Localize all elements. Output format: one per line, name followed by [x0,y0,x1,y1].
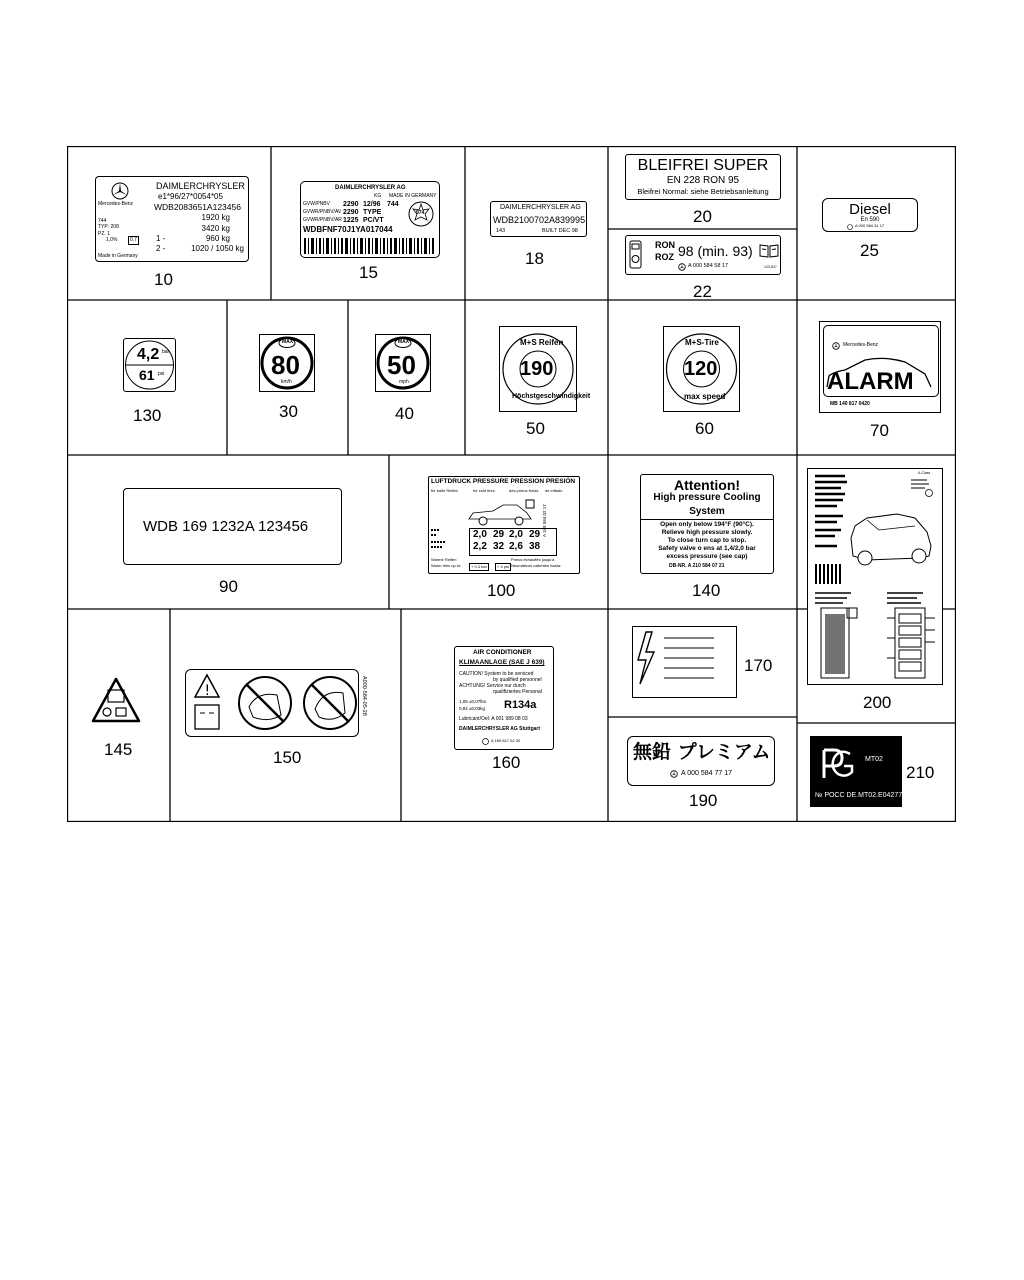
speed-text: Höchstgeschwindigkeit [512,393,591,400]
part-number: MB 140 817 0420 [830,401,870,407]
label-150 [185,669,367,737]
label-130 [123,338,176,392]
svg-text:!: ! [204,683,211,699]
approval-text: e1*96/27*0054*05 [158,192,223,201]
subtitle-text: High pressure Cooling [653,492,761,503]
label-40 [375,334,431,392]
row2-val4: 38 [529,541,541,552]
row2-val2: 32 [493,541,505,552]
speed-value: 80 [271,350,300,380]
item-number-10: 10 [154,270,173,289]
label-70 [819,321,941,413]
row2-val3: 2,6 [509,541,523,552]
part-number: A 000 584 58 17 [688,263,729,269]
row2-b: 2290 [343,209,359,216]
lubricant-text: Lubricant/Oel: A 001 989 08 03 [459,716,528,722]
footer-4: + 4 psi [497,564,509,569]
item-number-145: 145 [104,740,133,759]
quantity-kg: 0,84 ±0,03kg [459,706,485,711]
small-code: 123-827 [764,265,777,269]
caution-1: CAUTION! System to be serviced [459,671,534,677]
header-2: for cold tires [473,488,495,493]
item-number-210: 210 [906,763,935,782]
label-160 [454,646,554,750]
label-90 [123,488,342,565]
fuel-note: Bleifrei Normal: siehe Betriebsanleitung [637,187,769,196]
max-text: MAX [398,339,410,345]
row3-c: PC/VT [363,217,384,224]
mercedes-star-icon [832,342,840,350]
speed-value: 190 [520,358,554,380]
item-number-15: 15 [359,263,378,282]
label-20 [625,154,781,200]
row1-b: 2290 [343,201,359,208]
vin-text: WDB2083651A123456 [154,202,241,212]
item-number-100: 100 [487,581,516,600]
item-number-160: 160 [492,753,521,772]
row2-c: TYPE [363,209,382,216]
caution-4: qualifiziertes Personal [493,689,542,695]
side-part-number: A 169 584 02 17 [542,504,547,537]
row1-val4: 29 [529,529,541,540]
line-3: To close turn cap to stop. [667,537,747,544]
row2-val1: 2,2 [473,541,487,552]
pressure-bar: 4,2 [137,346,160,363]
speed-unit: mph [399,379,409,385]
ms-text: M+S Reifen [520,338,564,347]
weight-4: 1020 / 1050 kg [191,244,244,253]
title-text: Attention! [673,477,741,493]
vin-text: WDBFNF70J1YA017044 [303,225,393,234]
header-1: für kalte Reifen [431,488,458,493]
pct-text: 1,0% [106,237,118,243]
maker-text: DAIMLERCHRYSLER AG [500,204,581,211]
cert-code: MT02 [865,756,883,763]
label-18 [490,201,587,237]
luggage-icon [525,497,535,509]
ms-text: M+S-Tire [685,338,719,347]
max-text: MAX [282,339,294,345]
code-text: 143 [496,228,506,234]
subtitle-text: KLIMAANLAGE (SAE J 639) [459,659,545,666]
cert-text: № РОСС DE.МТ02.Е04277 [815,792,903,799]
maker-text: DAIMLERCHRYSLER [156,181,245,191]
part-number: A 000 584 77 17 [681,770,732,777]
weight-2: 3420 kg [201,224,230,233]
refrigerant-text: R134a [504,699,537,711]
item-number-150: 150 [273,748,302,767]
caution-2: by qualified personnel [493,677,542,683]
row3-a: GVWR/PNBV/AR [303,217,342,223]
built-text: BUILT DEC 98 [542,228,578,234]
system-text: System [689,506,725,517]
speed-value: 50 [387,350,416,380]
item-number-20: 20 [693,207,712,226]
part-number: A000-584-05-28 [361,676,367,716]
certification-logo-icon [816,744,856,784]
maker-text: DAIMLERCHRYSLER AG Stuttgart [459,726,541,732]
weight-4-label: 2 - [156,244,166,253]
mercedes-star-icon [482,738,489,745]
item-number-60: 60 [695,419,714,438]
kg-text: KG [374,193,382,199]
mercedes-star-icon [678,263,686,271]
footer-6: Neumáticos calientes hasta: [511,563,562,568]
label-10 [95,176,249,262]
high-voltage-icon [632,626,737,698]
fuel-pump-icon [629,240,645,270]
item-number-190: 190 [689,791,718,810]
ron-text: RON [655,240,675,250]
item-number-130: 130 [133,406,162,425]
maker-text: DAIMLERCHRYSLER AG [335,185,406,191]
part-number: DB-NR. A 210 584 07 21 [669,563,725,569]
manual-book-icon [758,243,780,259]
row1-val2: 29 [493,529,505,540]
fuel-title: BLEIFREI SUPER [637,157,769,174]
row1-val3: 2,0 [509,529,523,540]
footer-1: Warme Reifen [431,557,457,562]
footer-2: Warm tires up to: [431,563,462,568]
footer-5: Pneus échauffés jusqu'à [511,557,555,562]
mercedes-star-icon [847,224,853,230]
label-100 [428,476,580,574]
roz-text: ROZ [655,252,674,262]
weight-1: 1920 kg [201,213,230,222]
mercedes-star-icon [670,770,678,778]
origin-text: Made in Germany [98,253,138,259]
pct-box: 0.7 [130,237,137,243]
octane-text: 98 (min. 93) [678,243,753,259]
japanese-text: 無鉛 プレミアム [633,741,771,763]
pz-text: PZ. 1 [98,231,110,237]
part-number: A 169 817 02 20 [491,738,521,743]
alarm-text: ALARM [827,368,914,395]
brand-text: Mercedes-Benz [98,201,134,207]
fuel-title: Diesel [849,201,891,218]
item-number-30: 30 [279,402,298,421]
title-text: AIR CONDITIONER [473,649,532,656]
row1-val1: 2,0 [473,529,487,540]
airbag-warning-icons [185,669,359,737]
row1-d: 744 [387,201,399,208]
vin-text: WDB2100702A839995 [493,215,586,225]
row2-a: GVWR/PNBV/AV [303,209,342,215]
footer-3: + 0,3 bar [471,564,487,569]
label-190 [627,736,775,786]
item-number-25: 25 [860,241,879,260]
item-number-200: 200 [863,693,892,712]
occupancy-icons [431,529,461,553]
weight-3-label: 1 - [156,234,166,243]
item-number-22: 22 [693,282,712,301]
quantity-lbs: 1,05 ±0,07lbs [459,699,486,704]
parts-diagram [67,146,956,822]
unit-psi: psi [158,371,165,377]
pressure-psi: 61 [139,367,155,383]
speed-unit: km/h [281,379,292,385]
line-5: excess pressure (see cap) [666,553,748,560]
mercedes-star-icon [110,181,130,201]
label-210 [810,736,902,807]
brand-text: Mercedes-Benz [843,342,879,348]
fuel-spec: En 590 [860,217,880,223]
item-number-40: 40 [395,404,414,423]
line-2: Relieve high pressure slowly. [661,529,753,536]
item-number-18: 18 [525,249,544,268]
speed-text: max speed [684,392,726,401]
label-50 [499,326,591,412]
label-25 [822,198,918,232]
label-60 [663,326,740,412]
part-number: A 000 584 31 17 [855,223,885,228]
label-15 [300,181,440,258]
item-number-50: 50 [526,419,545,438]
caution-3: ACHTUNG! Service nur durch [459,683,526,689]
item-number-170: 170 [744,656,773,675]
line-4: Safety valve o ens at 1,4/2,0 bar [658,545,756,552]
warning-triangle-icon [90,676,142,724]
label-22 [625,235,781,275]
weight-3: 960 kg [205,234,230,243]
typ-text: TYP: 208 [98,224,119,230]
item-number-70: 70 [870,421,889,440]
barcode-icon [304,238,436,254]
label-200 [807,468,943,685]
unit-bar: bar [162,349,170,355]
row1-c: 12/96 [363,201,381,208]
header-text: A-Class [918,471,931,475]
title-text: LUFTDRUCK PRESSURE PRESSION PRESIÓN [431,478,576,485]
made-text: MADE IN GERMANY [389,193,437,199]
header-3: des pneus froids [509,488,539,493]
speed-value: 120 [684,358,718,380]
line-1: Open only below 194°F (90°C). [660,521,754,528]
vin-text: WDB 169 1232A 123456 [143,518,309,535]
service-card-figure [807,468,943,685]
item-number-140: 140 [692,581,721,600]
fuel-spec: EN 228 RON 95 [666,175,740,186]
label-30 [259,334,315,392]
header-4: de inflado [545,488,563,493]
row1-a: GVW/PNBV [303,201,330,207]
row3-b: 1225 [343,217,359,224]
label-170 [632,626,737,698]
label-140 [640,474,774,574]
code-text: 744 [98,218,107,224]
leaf-code: 974 [416,210,425,216]
item-number-90: 90 [219,577,238,596]
